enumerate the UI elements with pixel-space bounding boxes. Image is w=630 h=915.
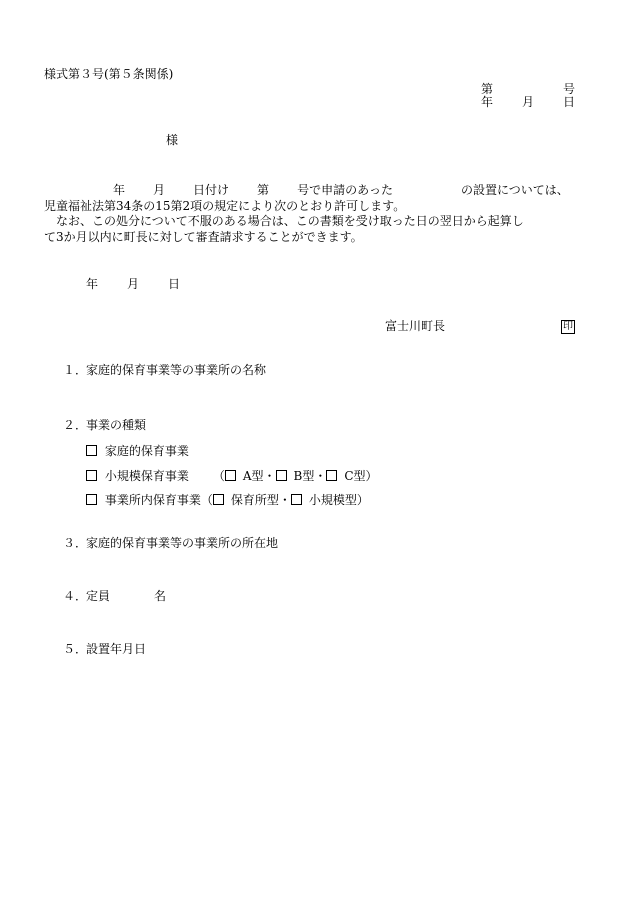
item-4-number: ４． <box>63 589 88 603</box>
header-date-year: 年 <box>481 95 494 109</box>
header-date-month: 月 <box>522 95 535 109</box>
issue-date-year: 年 <box>86 277 99 291</box>
app-date-year: 年 <box>113 183 126 197</box>
header-date-day: 日 <box>563 95 576 109</box>
appeal-line-2: て3か月以内に町長に対して審査請求することができます。 <box>44 229 363 244</box>
small-type-label: 小規模型） <box>308 493 369 507</box>
nursery-type-label: 保育所型・ <box>230 493 291 507</box>
app-date-day: 日付け <box>193 183 230 197</box>
option-family-daycare-label: 家庭的保育事業 <box>104 444 189 458</box>
checkbox-type-c[interactable] <box>326 470 337 481</box>
form-number: 様式第３号(第５条関係) <box>44 67 174 81</box>
seal-mark: 印 <box>563 321 573 332</box>
item-2-number: ２． <box>63 418 88 432</box>
issue-date-day: 日 <box>168 277 181 291</box>
item-4-unit: 名 <box>154 589 167 603</box>
checkbox-type-b[interactable] <box>276 470 287 481</box>
app-tail: の設置については、 <box>460 183 569 197</box>
item-1-number: １． <box>63 363 88 377</box>
appeal-line-1: なお、この処分について不服のある場合は、この書類を受け取った日の翌日から起算し <box>56 214 524 228</box>
app-date-month: 月 <box>153 183 166 197</box>
type-a-label: A型・ <box>242 469 276 483</box>
option-workplace-label: 事業所内保育事業 <box>104 493 201 507</box>
item-3-number: ３． <box>63 536 88 550</box>
doc-number-prefix: 第 <box>481 82 494 96</box>
item-4-label: 定員 <box>86 589 111 603</box>
type-b-label: B型・ <box>293 469 327 483</box>
option-workplace: 事業所内保育事業（ 保育所型・ 小規模型） <box>86 494 369 506</box>
permission-paragraph <box>44 183 604 245</box>
option-small-scale: 小規模保育事業 （ A型・ B型・ C型） <box>86 470 378 482</box>
issue-date-month: 月 <box>127 277 140 291</box>
item-5-number: ５． <box>63 642 88 656</box>
option-family-daycare <box>86 445 189 457</box>
permission-line-1 <box>44 183 604 199</box>
item-3-label: 家庭的保育事業等の事業所の所在地 <box>86 536 279 550</box>
checkbox-type-a[interactable] <box>225 470 236 481</box>
app-no-prefix: 第 <box>257 183 270 197</box>
option-small-scale-label: 小規模保育事業 <box>104 469 189 483</box>
checkbox-small-type[interactable] <box>291 494 302 505</box>
item-2-label: 事業の種類 <box>86 418 147 432</box>
checkbox-family-daycare[interactable] <box>86 445 97 456</box>
app-applied: 号で申請のあった <box>297 183 393 197</box>
signer-name: 富士川町長 <box>385 319 446 333</box>
checkbox-workplace[interactable] <box>86 494 97 505</box>
checkbox-small-scale[interactable] <box>86 470 97 481</box>
item-5-label: 設置年月日 <box>86 642 147 656</box>
checkbox-nursery-type[interactable] <box>213 494 224 505</box>
permission-line-2: 児童福祉法第34条の15第2項の規定により次のとおり許可します。 <box>44 198 406 213</box>
type-c-label: C型） <box>344 469 378 483</box>
doc-number-suffix: 号 <box>563 82 576 96</box>
addressee-honorific: 様 <box>166 133 179 147</box>
item-1-label: 家庭的保育事業等の事業所の名称 <box>86 363 267 377</box>
